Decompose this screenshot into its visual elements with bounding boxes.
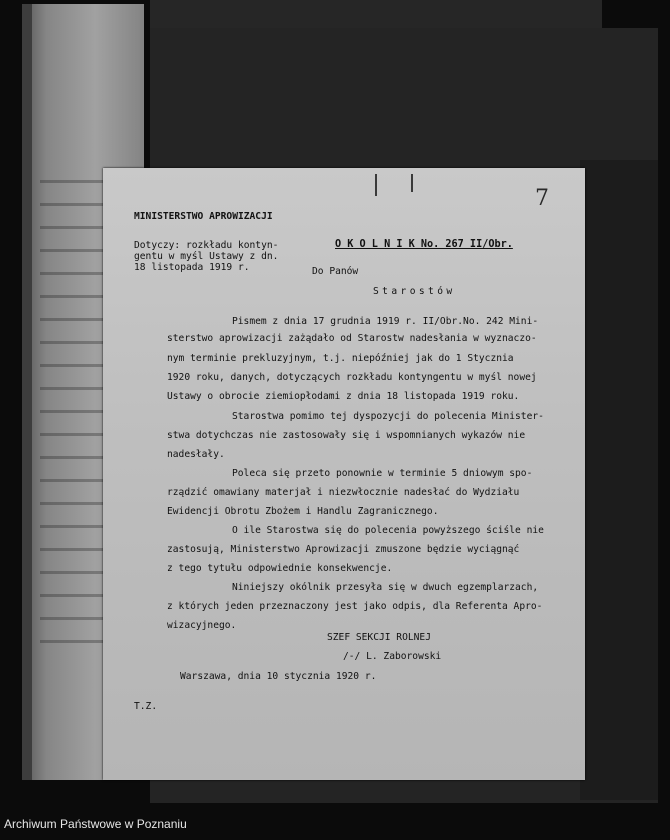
body-line: z których jeden przeznaczony jest jako odpis, dla Referenta Apro- [167, 601, 543, 612]
body-line: stwa dotychczas nie zastosowały się i wspomnianych wykazów nie [167, 430, 526, 441]
archive-credit: Archiwum Państwowe w Poznaniu [4, 817, 187, 831]
body-line: nadesłały. [167, 449, 225, 460]
background-dark-sheet-right [580, 160, 658, 800]
addressee: Starostów [373, 286, 456, 297]
signature-name: /-/ L. Zaborowski [343, 651, 442, 662]
pencil-mark [411, 174, 413, 192]
body-line: z tego tytułu odpowiednie konsekwencje. [167, 563, 393, 574]
background-document-edge [22, 4, 32, 780]
body-line: wizacyjnego. [167, 620, 237, 631]
signature-title: SZEF SEKCJI ROLNEJ [327, 632, 431, 643]
salutation: Do Panów [312, 266, 359, 277]
body-line: zastosują, Ministerstwo Aprowizacji zmuszone będzie wyciągnąć [167, 544, 520, 555]
body-line: Ustawy o obrocie ziemiopłodami z dnia 18 listopada 1919 roku. [167, 391, 520, 402]
background-strip-top [150, 0, 602, 30]
body-line: 1920 roku, danych, dotyczących rozkładu kontyngentu w myśl nowej [167, 372, 537, 383]
place-and-date: Warszawa, dnia 10 stycznia 1920 r. [180, 671, 377, 682]
body-line: nym terminie prekluzyjnym, t.j. niepóźniej jak do 1 Stycznia [167, 353, 514, 364]
subject-line: Dotyczy: rozkładu kontyn- [134, 240, 279, 251]
body-line: Ewidencji Obrotu Zbożem i Handlu Zagranicznego. [167, 506, 439, 517]
pencil-mark [375, 174, 377, 196]
ministry-header: MINISTERSTWO APROWIZACJI [134, 211, 273, 222]
subject-line: 18 listopada 1919 r. [134, 262, 250, 273]
initials: T.Z. [134, 701, 158, 712]
body-line: sterstwo aprowizacji zażądało od Starostw nadesłania w wyznaczo- [167, 333, 537, 344]
body-line: Starostwa pomimo tej dyspozycji do polecenia Minister- [232, 411, 544, 422]
body-line: Pismem z dnia 17 grudnia 1919 r. II/Obr.No. 242 Mini- [232, 316, 539, 327]
circular-title: O K O L N I K No. 267 II/Obr. [335, 239, 513, 250]
background-document-text-blur [40, 160, 110, 660]
body-line: Niniejszy okólnik przesyła się w dwuch egzemplarzach, [232, 582, 539, 593]
page-number: 7 [535, 186, 549, 211]
subject-line: gentu w myśl Ustawy z dn. [134, 251, 279, 262]
body-line: O ile Starostwa się do polecenia powyższego ściśle nie [232, 525, 544, 536]
body-line: Poleca się przeto ponownie w terminie 5 dniowym spo- [232, 468, 533, 479]
body-line: rządzić omawiany materjał i niezwłocznie nadesłać do Wydziału [167, 487, 520, 498]
scanned-document [103, 168, 585, 780]
